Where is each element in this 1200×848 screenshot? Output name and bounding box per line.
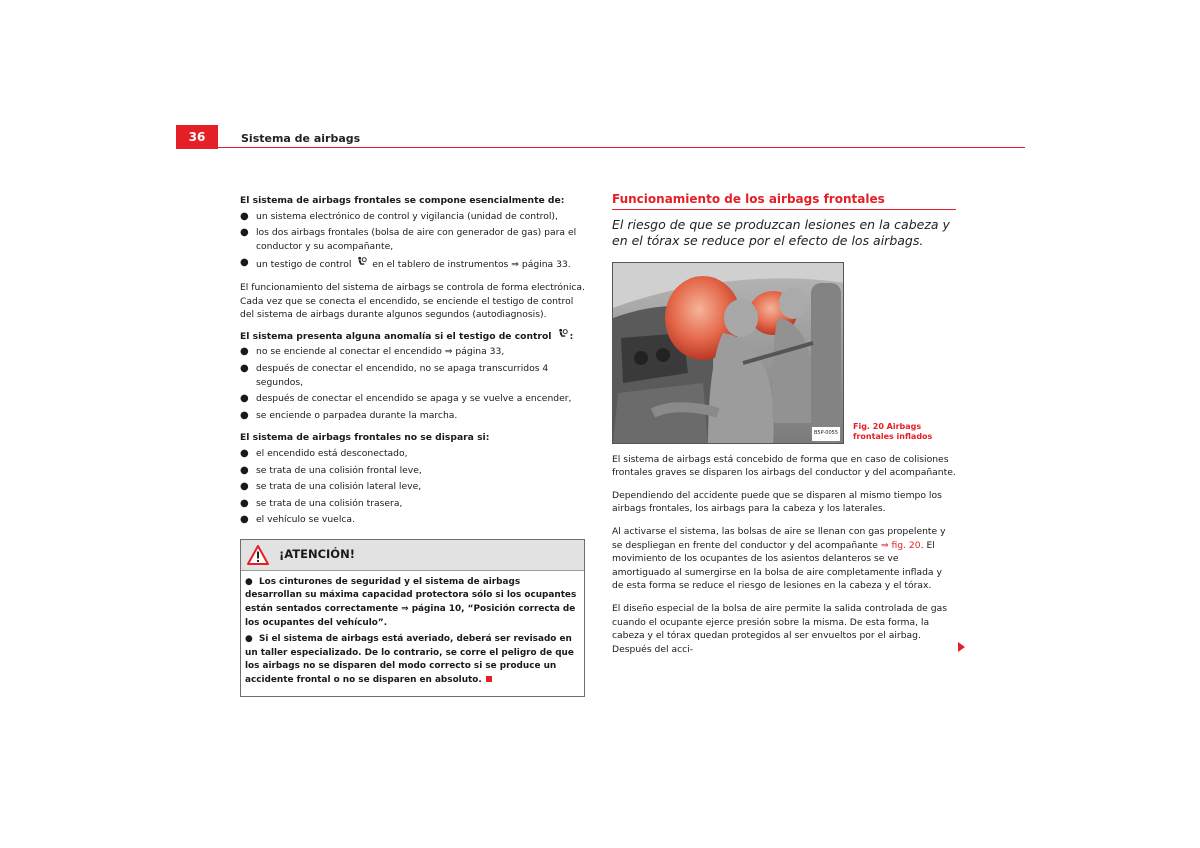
warning-item: ● Los cinturones de seguridad y el sistema de airbags desarrollan su máxima capacidad protectora sólo si los ocupantes están sentados correctamente ⇒ página 10, “Posición correcta de los ocupantes del vehículo”.	[245, 576, 577, 628]
airbag-illustration	[613, 263, 844, 444]
body-paragraph: Al activarse el sistema, las bolsas de aire se llenan con gas propelente y se despliegan en frente del conductor y del acompañante ⇒ fig. 20. El movimiento de los ocupantes de los asientos delanteros se ve amortiguado al sumergirse en la bolsa de aire completamente inflada y de esta forma se reduce el riesgo de lesiones en la cabeza y el tórax.	[612, 525, 946, 592]
left-column	[240, 194, 585, 697]
header-rule	[218, 147, 1025, 148]
right-column	[612, 193, 956, 656]
intro-paragraph: El riesgo de que se produzcan lesiones en la cabeza y en el tórax se reduce por el efecto de los airbags.	[612, 216, 950, 249]
warning-header	[241, 540, 584, 571]
airbag-lamp-icon	[557, 328, 568, 339]
body-paragraph: El diseño especial de la bolsa de aire permite la salida controlada de gas cuando el ocupante ejerce presión sobre la misma. De esta forma, la cabeza y el tórax quedan protegidos al ser envueltos por el airbag. Después del acci-	[612, 602, 947, 655]
end-marker	[486, 676, 492, 682]
body-paragraph: El sistema de airbags está concebido de forma que en caso de colisiones frontales graves se disparen los airbags del conductor y del acompañante.	[612, 453, 956, 479]
airbag-lamp-icon	[356, 256, 367, 267]
figure-code: B5P-0055	[812, 427, 840, 441]
list-item: ● se trata de una colisión frontal leve,	[240, 464, 422, 476]
section-rule	[612, 209, 956, 210]
electronic-control-paragraph: El funcionamiento del sistema de airbags se controla de forma electrónica. Cada vez que se conecta el encendido, se enciende el testigo de control del sistema de airbags durante algunos segundos (autodiagnosis).	[240, 281, 585, 321]
list-item: ● después de conectar el encendido, no se apaga transcurridos 4 segundos,	[240, 362, 549, 388]
airbag-figure	[612, 262, 844, 444]
list-item: ● un testigo de control en el tablero de instrumentos ⇒ página 33.	[240, 257, 571, 271]
list-item: ● se trata de una colisión trasera,	[240, 497, 403, 509]
warning-triangle-icon	[247, 545, 269, 565]
list-item: ● un sistema electrónico de control y vigilancia (unidad de control),	[240, 210, 558, 222]
warning-body	[241, 571, 584, 696]
warning-title: ¡ATENCIÓN!	[279, 547, 355, 562]
list-item: ● no se enciende al conectar el encendido ⇒ página 33,	[240, 346, 505, 358]
page-number: 36	[176, 125, 218, 149]
components-heading: El sistema de airbags frontales se compone esencialmente de:	[240, 195, 565, 206]
warning-box	[240, 539, 585, 697]
warning-item: ● Si el sistema de airbags está averiado, deberá ser revisado en un taller especializado. De lo contrario, se corre el peligro de que los airbags no se disparen del modo correcto si se produce un accidente frontal o no se disparen en absoluto.	[245, 634, 574, 686]
anomaly-heading: El sistema presenta alguna anomalía si el testigo de control :	[240, 328, 585, 344]
figure-container	[612, 262, 956, 444]
no-deploy-heading: El sistema de airbags frontales no se dispara si:	[240, 432, 490, 444]
section-title: Funcionamiento de los airbags frontales	[612, 192, 885, 206]
list-item: ● se trata de una colisión lateral leve,	[240, 481, 422, 493]
continue-arrow-icon	[958, 642, 965, 652]
figure-reference-link[interactable]: ⇒ fig. 20	[880, 539, 921, 551]
list-item: ● los dos airbags frontales (bolsa de aire con generador de gas) para el conductor y su acompañante,	[240, 227, 577, 252]
list-item: ● el encendido está desconectado,	[240, 447, 408, 459]
list-item: ● después de conectar el encendido se apaga y se vuelve a encender,	[240, 393, 572, 405]
body-paragraph: Dependiendo del accidente puede que se disparen al mismo tiempo los airbags frontales, los airbags para la cabeza y los laterales.	[612, 489, 942, 515]
figure-caption: Fig. 20 Airbags frontales inflados	[853, 421, 933, 442]
list-item: ● se enciende o parpadea durante la marcha.	[240, 409, 458, 421]
list-item: ● el vehículo se vuelca.	[240, 514, 355, 526]
section-header-title: Sistema de airbags	[241, 132, 361, 145]
